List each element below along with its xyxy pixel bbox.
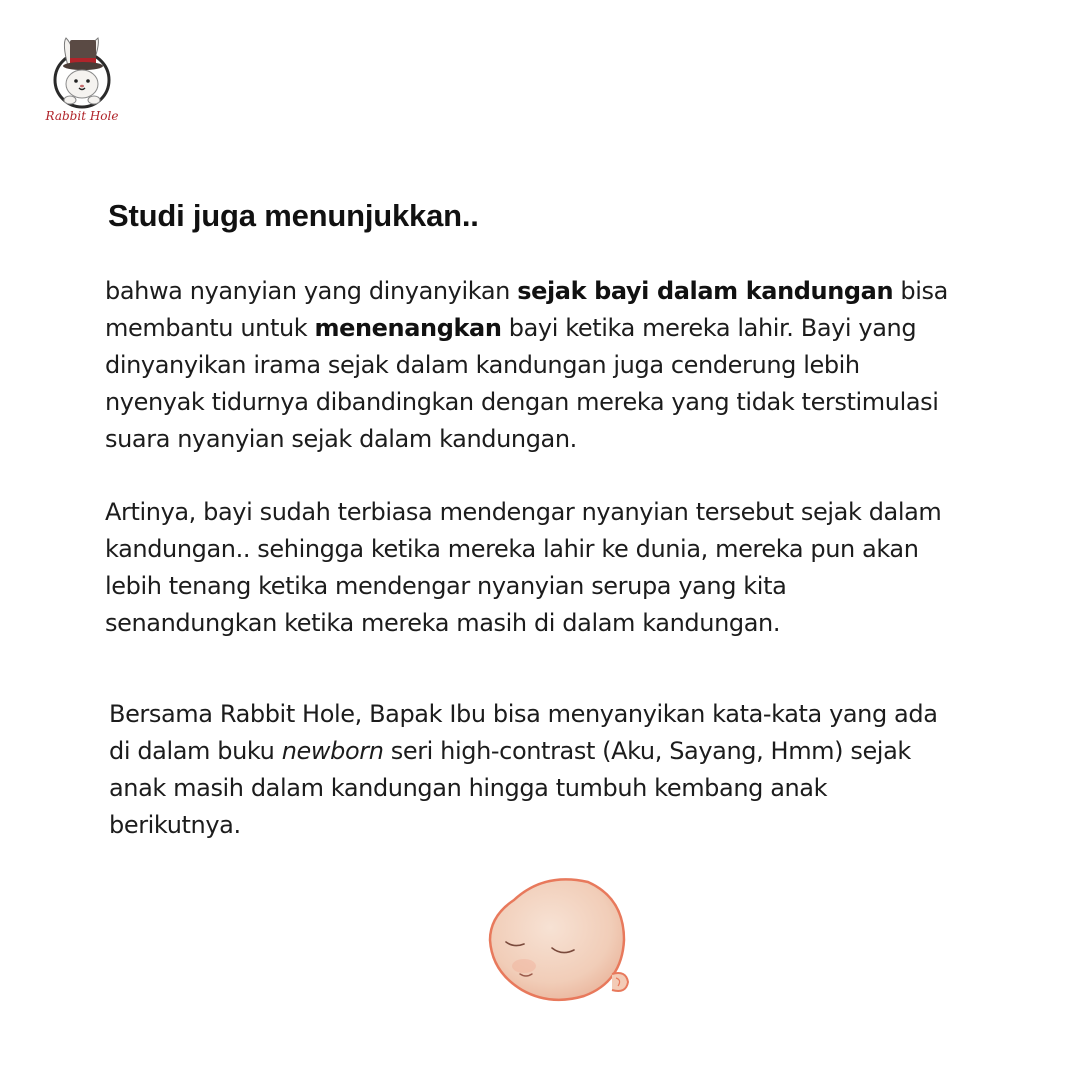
text-line: suara nyanyian sejak dalam kandungan. [105,425,577,453]
italic-text: newborn [281,737,384,765]
paragraph-rabbit-hole-cta [109,696,1029,844]
emphasis-text: menenangkan [314,314,502,342]
text-line: dinyanyikan irama sejak dalam kandungan juga cenderung lebih [105,351,860,379]
text-span: di dalam buku [109,737,282,765]
text-span: seri high-contrast (Aku, Sayang, Hmm) sejak [383,737,911,765]
sleeping-baby-illustration [484,870,636,1005]
svg-text:Rabbit Hole: Rabbit Hole [45,109,119,123]
text-line: lebih tenang ketika mendengar nyanyian serupa yang kita [105,572,787,600]
rabbit-logo-icon [44,30,120,130]
rabbit-hole-logo [44,30,120,130]
emphasis-text: sejak bayi dalam kandungan [517,277,894,305]
text-line [105,273,1025,310]
text-line: anak masih dalam kandungan hingga tumbuh kembang anak [109,774,828,802]
paragraph-meaning [105,494,1025,642]
text-line: senandungkan ketika mereka masih di dalam kandungan. [105,609,781,637]
sleeping-baby-icon [484,870,636,1005]
text-line [105,310,1025,347]
text-line: Bersama Rabbit Hole, Bapak Ibu bisa menyanyikan kata-kata yang ada [109,700,938,728]
paragraph-study-findings [105,273,1025,458]
text-line [109,733,1029,770]
text-line: Artinya, bayi sudah terbiasa mendengar nyanyian tersebut sejak dalam [105,498,942,526]
text-line: berikutnya. [109,811,241,839]
text-span: membantu untuk [105,314,315,342]
text-span: bahwa nyanyian yang dinyanyikan [105,277,518,305]
text-line: nyenyak tidurnya dibandingkan dengan mereka yang tidak terstimulasi [105,388,939,416]
text-span: bayi ketika mereka lahir. Bayi yang [501,314,917,342]
text-span: bisa [893,277,948,305]
section-heading: Studi juga menunjukkan.. [108,198,479,233]
text-line: kandungan.. sehingga ketika mereka lahir ke dunia, mereka pun akan [105,535,919,563]
